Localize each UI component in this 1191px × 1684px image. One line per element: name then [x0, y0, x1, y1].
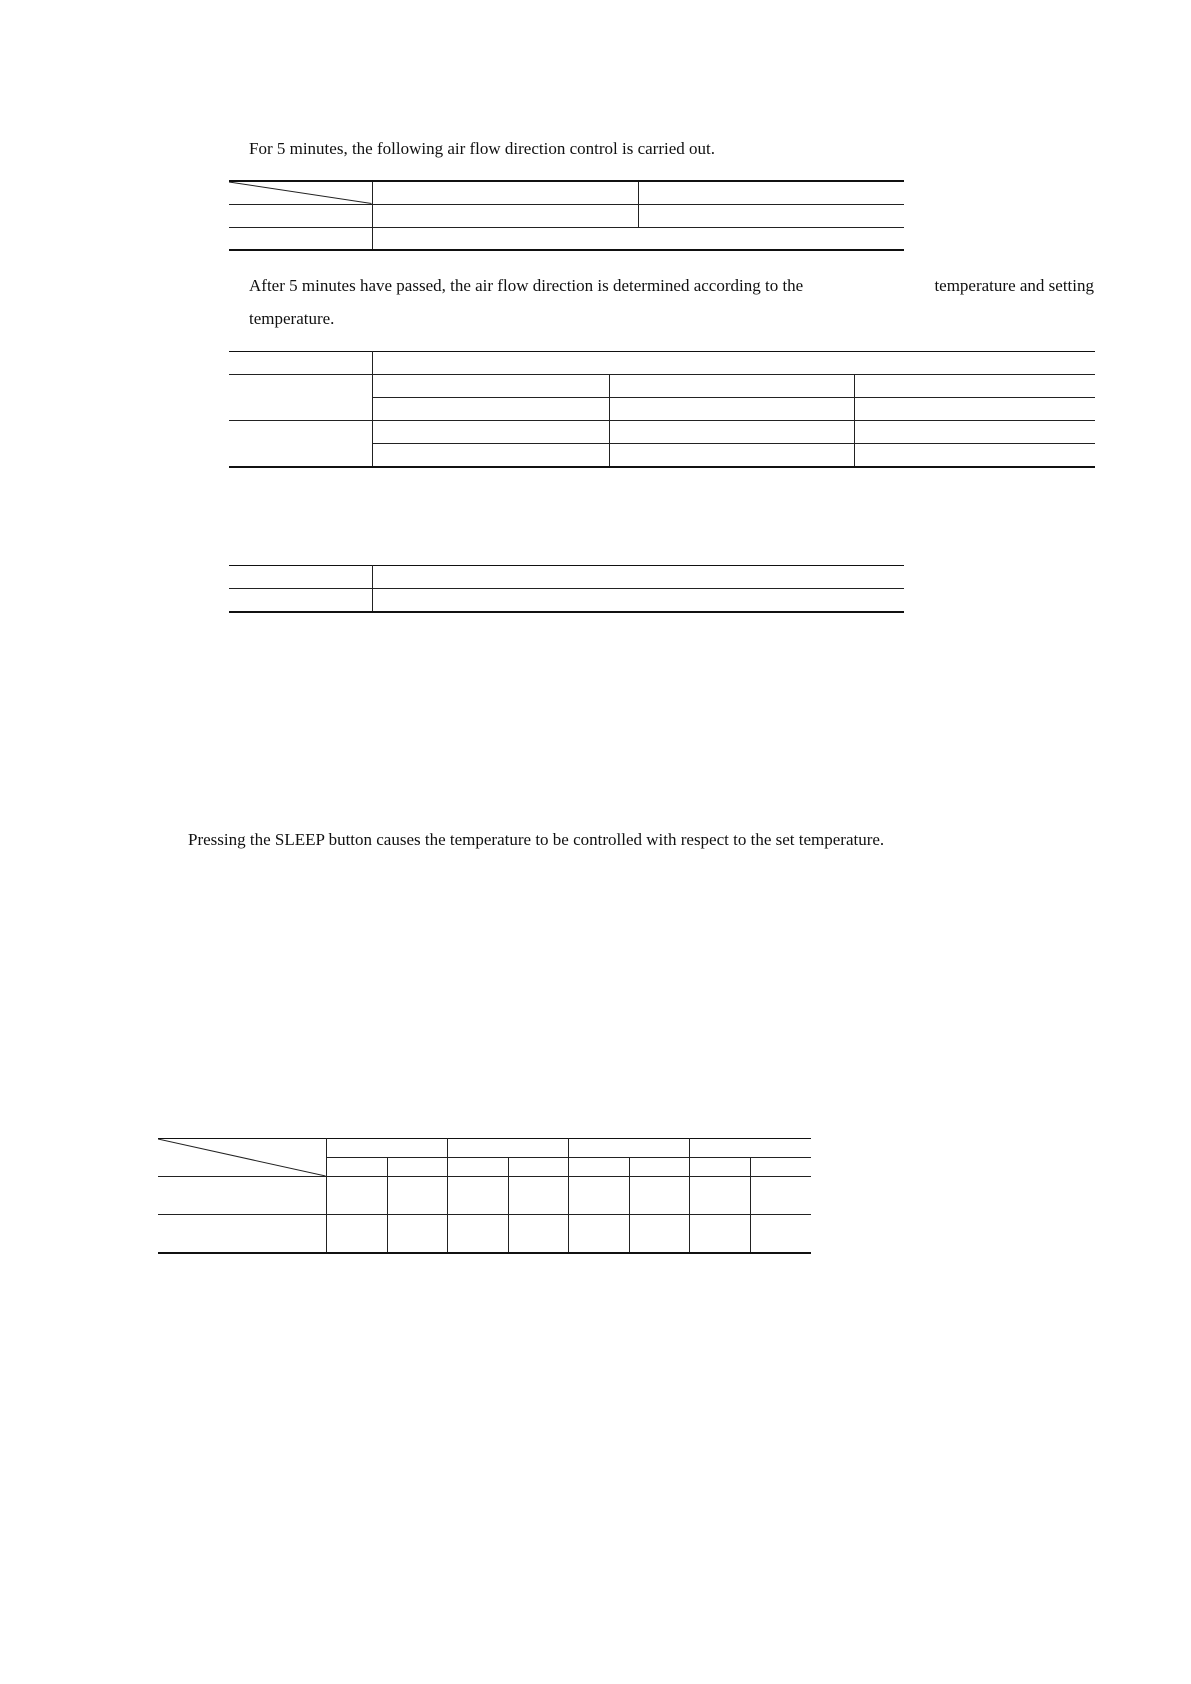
table-cell — [387, 1158, 447, 1177]
airflow-after-table — [229, 351, 1095, 468]
table-cell — [229, 589, 372, 612]
airflow-after-text-right: temperature and setting — [934, 276, 1094, 295]
table-cell — [447, 1158, 508, 1177]
table-cell — [229, 375, 372, 421]
table-cell — [508, 1215, 568, 1253]
airflow-after-text-left: After 5 minutes have passed, the air flow direction is determined according to the — [249, 276, 804, 295]
table-cell — [447, 1177, 508, 1215]
table-cell — [609, 398, 854, 421]
table-cell — [229, 421, 372, 467]
table-cell — [508, 1177, 568, 1215]
table-row — [229, 227, 904, 250]
airflow-intro-text: For 5 minutes, the following air flow direction control is carried out. — [249, 139, 715, 158]
diagonal-line — [158, 1139, 326, 1176]
table-cell — [158, 1177, 326, 1215]
table-cell — [372, 398, 609, 421]
table-row — [229, 589, 904, 612]
table-cell — [609, 444, 854, 467]
airflow-after-text-line1 — [249, 277, 1094, 294]
airflow-after-text-line2: temperature. — [249, 309, 335, 328]
table-cell — [326, 1177, 387, 1215]
table-cell — [609, 375, 854, 398]
table-cell — [229, 566, 372, 589]
diagonal-line — [229, 182, 372, 204]
table-cell — [372, 375, 609, 398]
table-cell — [568, 1158, 629, 1177]
table-cell — [689, 1215, 750, 1253]
table-cell — [689, 1158, 750, 1177]
table-cell — [229, 227, 372, 250]
table-cell — [750, 1177, 811, 1215]
table-row — [229, 204, 904, 227]
table-cell — [629, 1158, 689, 1177]
table-cell — [372, 566, 904, 589]
table-cell — [326, 1139, 447, 1158]
table-cell — [372, 181, 638, 204]
table-cell — [372, 421, 609, 444]
table-cell — [629, 1177, 689, 1215]
table-cell — [629, 1215, 689, 1253]
table-cell — [372, 227, 904, 250]
table-cell — [689, 1139, 811, 1158]
table-cell — [372, 589, 904, 612]
table-cell — [229, 352, 372, 375]
table-row — [158, 1139, 811, 1158]
table-cell — [508, 1158, 568, 1177]
table-row — [229, 566, 904, 589]
table-row — [229, 352, 1095, 375]
table-cell — [372, 204, 638, 227]
table-row — [229, 181, 904, 204]
table-row — [158, 1215, 811, 1253]
table-cell — [638, 181, 904, 204]
table-row — [158, 1177, 811, 1215]
table-cell — [568, 1177, 629, 1215]
table-row — [229, 421, 1095, 444]
table-cell — [326, 1215, 387, 1253]
table-cell — [750, 1158, 811, 1177]
diagonal-header-cell — [158, 1139, 326, 1177]
table-cell — [229, 204, 372, 227]
table-cell — [158, 1215, 326, 1253]
table-cell — [638, 204, 904, 227]
table-cell — [326, 1158, 387, 1177]
table-row — [229, 375, 1095, 398]
table-cell — [609, 421, 854, 444]
table-cell — [372, 352, 1095, 375]
table-cell — [854, 444, 1095, 467]
table-cell — [568, 1139, 689, 1158]
table-cell — [447, 1215, 508, 1253]
table-cell — [372, 444, 609, 467]
table-cell — [447, 1139, 568, 1158]
airflow-initial-table — [229, 180, 904, 251]
table-cell — [750, 1215, 811, 1253]
table-cell — [568, 1215, 629, 1253]
table-cell — [854, 398, 1095, 421]
table-cell — [854, 375, 1095, 398]
sleep-description-text: Pressing the SLEEP button causes the temperature to be controlled with respect to the set temperature. — [188, 830, 885, 849]
diagonal-header-cell — [229, 181, 372, 204]
table-cell — [387, 1215, 447, 1253]
table-cell — [689, 1177, 750, 1215]
sleep-table — [158, 1138, 811, 1254]
table-cell — [387, 1177, 447, 1215]
airflow-extra-table — [229, 565, 904, 613]
table-cell — [854, 421, 1095, 444]
